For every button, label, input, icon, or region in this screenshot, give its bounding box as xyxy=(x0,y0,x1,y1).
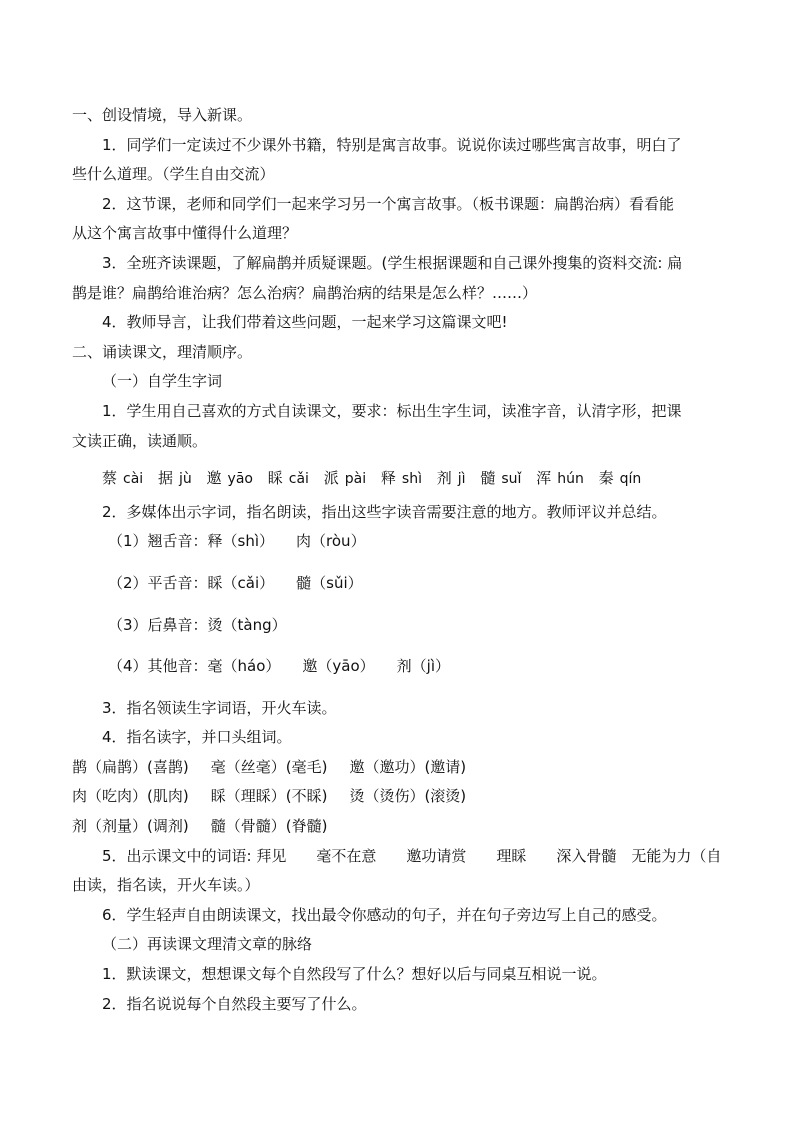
pinyin-char: 释 xyxy=(380,469,396,488)
step-3: 3．指名领读生字词语，开火车读。 xyxy=(102,698,337,717)
paragraph-1-line-1: 1．同学们一定读过不少课外书籍，特别是寓言故事。说说你读过哪些寓言故事，明白了 xyxy=(102,135,682,154)
pinyin-reading: jù xyxy=(178,471,192,488)
word-1c: 邀（邀功）(邀请) xyxy=(349,757,467,776)
task-2: 2．指名说说每个自然段主要写了什么。 xyxy=(102,994,367,1013)
document-page xyxy=(72,101,722,1019)
step-4: 4．指名读字，并口头组词。 xyxy=(102,728,292,747)
sound-4-b: 邀（yāo） xyxy=(302,657,375,676)
paragraph-2-line-2: 从这个寓言故事中懂得什么道理？ xyxy=(72,224,298,243)
pinyin-reading: pài xyxy=(344,471,367,488)
pinyin-reading: jì xyxy=(457,471,466,488)
step-5-line-1: 5．出示课文中的词语: 拜见 毫不在意 邀功请赏 理睬 深入骨髓 无能为力（自 xyxy=(102,846,722,865)
paragraph-4: 4．教师导言，让我们带着这些问题，一起来学习这篇课文吧! xyxy=(102,313,508,332)
sound-1-b: 肉（ròu） xyxy=(296,532,366,551)
word-2a: 肉（吃肉）(肌肉) xyxy=(72,787,189,806)
pinyin-char: 邀 xyxy=(206,469,222,488)
step-2: 2．多媒体出示字词，指名朗读，指出这些字读音需要注意的地方。教师评议并总结。 xyxy=(102,502,667,521)
word-3a: 剂（剂量）(调剂) xyxy=(72,817,189,836)
pinyin-char: 秦 xyxy=(598,469,614,488)
sound-2-label: （2）平舌音：睬（cǎi） xyxy=(108,573,275,592)
pinyin-char: 据 xyxy=(157,469,173,488)
sound-4-c: 剂（jì） xyxy=(396,657,451,676)
section-heading-1: 一、创设情境，导入新课。 xyxy=(72,106,253,124)
pinyin-reading: suǐ xyxy=(501,471,522,488)
word-2c: 烫（烫伤）(滚烫) xyxy=(349,787,467,806)
pinyin-char: 浑 xyxy=(536,469,552,488)
sound-4-label: （4）其他音：毫（háo） xyxy=(108,657,281,676)
paragraph-2-line-1: 2．这节课，老师和同学们一起来学习另一个寓言故事。（板书课题：扁鹊治病）看看能 xyxy=(102,194,675,213)
subheading-1: （一）自学生字词 xyxy=(102,372,223,391)
section-heading-2: 二、诵读课文，理清顺序。 xyxy=(72,342,253,361)
task-1: 1．默读课文，想想课文每个自然段写了什么？想好以后与同桌互相说一说。 xyxy=(102,965,607,984)
pinyin-reading: cài xyxy=(123,471,144,488)
sound-1-label: （1）翘舌音：释（shì） xyxy=(108,532,275,551)
pinyin-reading: qín xyxy=(619,471,642,488)
word-3b: 髓（骨髓）(脊髓) xyxy=(210,817,328,836)
pinyin-reading: cǎi xyxy=(288,471,309,488)
paragraph-3-line-1: 3．全班齐读课题，了解扁鹊并质疑课题。(学生根据课题和自己课外搜集的资料交流: 扁 xyxy=(102,253,683,272)
step-1-line-1: 1．学生用自己喜欢的方式自读课文，要求：标出生字生词，读准字音，认清字形，把课 xyxy=(102,401,682,420)
sound-row-1 xyxy=(72,527,722,557)
sound-3-label: （3）后鼻音：烫（tàng） xyxy=(108,615,287,634)
step-5-line-2: 由读，指名读，开火车读。） xyxy=(72,876,260,895)
subheading-2: （二）再读课文理清文章的脉络 xyxy=(102,935,313,954)
pinyin-char: 睬 xyxy=(267,469,283,488)
pinyin-reading: yāo xyxy=(227,471,253,488)
sound-2-b: 髓（sǔi） xyxy=(296,573,363,592)
pinyin-reading: hún xyxy=(557,471,584,488)
word-row-2 xyxy=(72,782,722,812)
pinyin-reading: shì xyxy=(401,471,422,488)
word-row-3 xyxy=(72,812,722,842)
sound-row-4 xyxy=(72,652,722,682)
pinyin-char: 剂 xyxy=(436,469,452,488)
paragraph-3-line-2: 鹊是谁？扁鹊给谁治病？怎么治病？扁鹊治病的结果是怎么样？……） xyxy=(72,283,538,302)
sound-row-2 xyxy=(72,569,722,599)
word-row-1 xyxy=(72,753,722,783)
pinyin-char: 髓 xyxy=(480,469,496,488)
pinyin-row xyxy=(72,464,722,494)
sound-row-3 xyxy=(72,611,722,641)
paragraph-1-line-2: 些什么道理。（学生自由交流） xyxy=(72,165,275,184)
word-1a: 鹊（扁鹊）(喜鹊) xyxy=(72,757,189,776)
word-2b: 睬（理睬）(不睬) xyxy=(210,787,328,806)
step-1-line-2: 文读正确，读通顺。 xyxy=(72,431,208,450)
pinyin-char: 派 xyxy=(323,469,339,488)
step-6: 6．学生轻声自由朗读课文，找出最令你感动的句子，并在句子旁边写上自己的感受。 xyxy=(102,905,667,924)
pinyin-char: 蔡 xyxy=(102,469,118,488)
word-1b: 毫（丝毫）(毫毛) xyxy=(210,757,328,776)
